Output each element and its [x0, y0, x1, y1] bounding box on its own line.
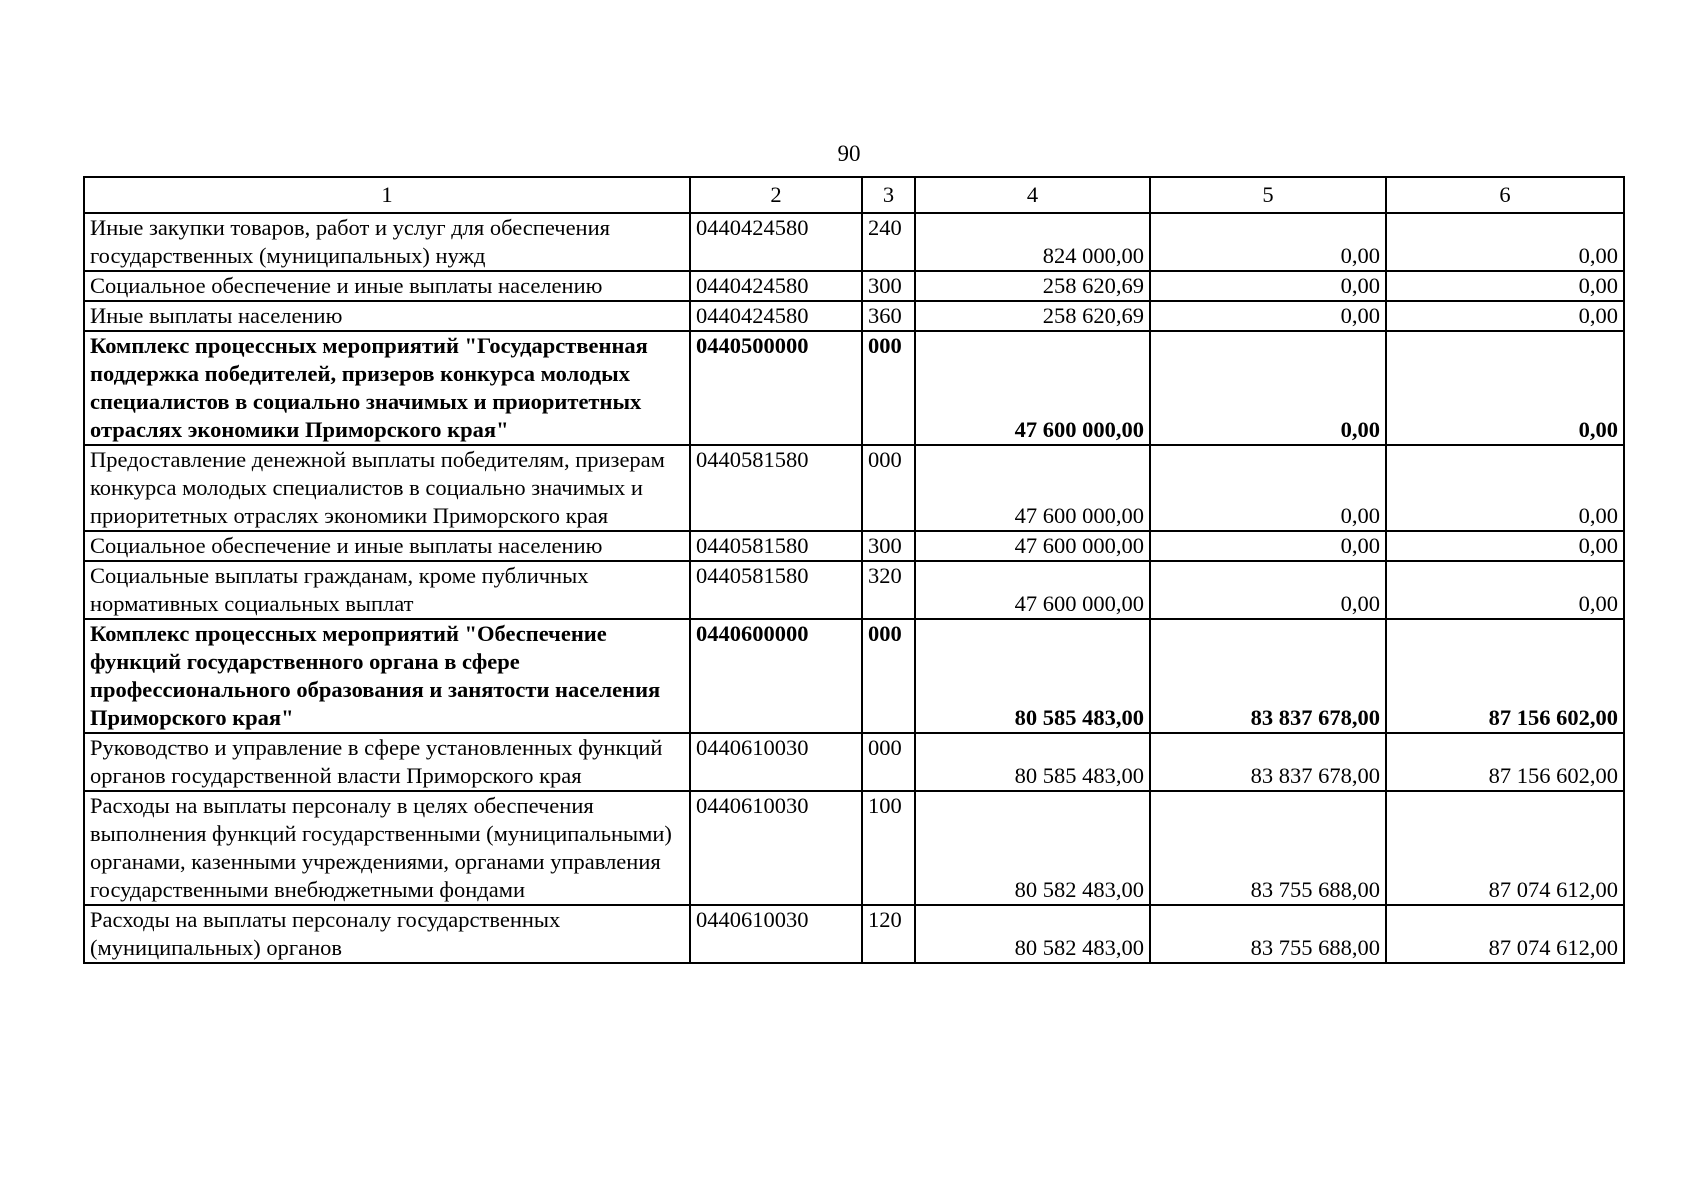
row-type: 240 [862, 213, 915, 271]
row-type: 360 [862, 301, 915, 331]
table-row [84, 619, 1624, 733]
row-value-6: 0,00 [1386, 331, 1624, 445]
row-value-4: 80 585 483,00 [915, 733, 1150, 791]
row-value-5: 83 837 678,00 [1150, 619, 1386, 733]
row-value-4: 80 582 483,00 [915, 905, 1150, 963]
row-type: 100 [862, 791, 915, 905]
row-value-4: 47 600 000,00 [915, 331, 1150, 445]
page-number: 90 [837, 141, 861, 166]
table-row [84, 331, 1624, 445]
row-type: 300 [862, 531, 915, 561]
budget-table [83, 176, 1625, 964]
row-code: 0440500000 [690, 331, 862, 445]
row-value-4: 80 582 483,00 [915, 791, 1150, 905]
row-type: 000 [862, 331, 915, 445]
row-code: 0440424580 [690, 271, 862, 301]
row-code: 0440600000 [690, 619, 862, 733]
row-value-4: 47 600 000,00 [915, 531, 1150, 561]
row-type: 000 [862, 445, 915, 531]
row-name: Расходы на выплаты персоналу в целях обеспечения выполнения функций государственными (муниципальными) органами, казенными учреждениями, органами управления государственными внебюджетными фондами [84, 791, 690, 905]
row-value-4: 258 620,69 [915, 271, 1150, 301]
row-code: 0440610030 [690, 791, 862, 905]
row-value-4: 80 585 483,00 [915, 619, 1150, 733]
row-value-4: 258 620,69 [915, 301, 1150, 331]
row-value-6: 87 074 612,00 [1386, 905, 1624, 963]
column-header: 5 [1150, 177, 1386, 213]
row-type: 120 [862, 905, 915, 963]
table-row [84, 791, 1624, 905]
table-row [84, 561, 1624, 619]
row-value-4: 47 600 000,00 [915, 561, 1150, 619]
row-value-6: 87 156 602,00 [1386, 733, 1624, 791]
row-value-5: 0,00 [1150, 561, 1386, 619]
row-code: 0440581580 [690, 531, 862, 561]
row-type: 320 [862, 561, 915, 619]
row-value-6: 0,00 [1386, 531, 1624, 561]
column-header: 3 [862, 177, 915, 213]
row-type: 000 [862, 733, 915, 791]
row-value-5: 0,00 [1150, 531, 1386, 561]
row-type: 000 [862, 619, 915, 733]
table-row [84, 213, 1624, 271]
row-value-5: 83 837 678,00 [1150, 733, 1386, 791]
table-row [84, 271, 1624, 301]
row-name: Социальные выплаты гражданам, кроме публичных нормативных социальных выплат [84, 561, 690, 619]
row-value-5: 0,00 [1150, 301, 1386, 331]
row-value-6: 0,00 [1386, 561, 1624, 619]
row-value-4: 47 600 000,00 [915, 445, 1150, 531]
row-value-6: 87 156 602,00 [1386, 619, 1624, 733]
row-value-5: 0,00 [1150, 271, 1386, 301]
row-value-6: 0,00 [1386, 445, 1624, 531]
table-row [84, 733, 1624, 791]
row-name: Предоставление денежной выплаты победителям, призерам конкурса молодых специалистов в социально значимых и приоритетных отраслях экономики Приморского края [84, 445, 690, 531]
table-row [84, 445, 1624, 531]
row-name: Руководство и управление в сфере установленных функций органов государственной власти Приморского края [84, 733, 690, 791]
row-code: 0440424580 [690, 301, 862, 331]
row-value-5: 83 755 688,00 [1150, 791, 1386, 905]
row-name: Комплекс процессных мероприятий "Обеспечение функций государственного органа в сфере профессионального образования и занятости населения Приморского края" [84, 619, 690, 733]
table-row [84, 905, 1624, 963]
row-value-5: 0,00 [1150, 213, 1386, 271]
row-name: Расходы на выплаты персоналу государственных (муниципальных) органов [84, 905, 690, 963]
row-code: 0440581580 [690, 445, 862, 531]
row-value-6: 0,00 [1386, 301, 1624, 331]
row-value-6: 87 074 612,00 [1386, 791, 1624, 905]
table-row [84, 531, 1624, 561]
column-header: 4 [915, 177, 1150, 213]
column-header: 6 [1386, 177, 1624, 213]
row-code: 0440610030 [690, 905, 862, 963]
row-type: 300 [862, 271, 915, 301]
row-code: 0440610030 [690, 733, 862, 791]
column-header: 1 [84, 177, 690, 213]
row-value-6: 0,00 [1386, 213, 1624, 271]
row-name: Иные закупки товаров, работ и услуг для обеспечения государственных (муниципальных) нужд [84, 213, 690, 271]
row-value-5: 0,00 [1150, 445, 1386, 531]
row-name: Социальное обеспечение и иные выплаты населению [84, 271, 690, 301]
table-header-row [84, 177, 1624, 213]
row-name: Иные выплаты населению [84, 301, 690, 331]
column-header: 2 [690, 177, 862, 213]
row-code: 0440581580 [690, 561, 862, 619]
row-name: Комплекс процессных мероприятий "Государственная поддержка победителей, призеров конкурса молодых специалистов в социально значимых и приоритетных отраслях экономики Приморского края" [84, 331, 690, 445]
row-value-5: 0,00 [1150, 331, 1386, 445]
row-name: Социальное обеспечение и иные выплаты населению [84, 531, 690, 561]
row-value-6: 0,00 [1386, 271, 1624, 301]
row-value-4: 824 000,00 [915, 213, 1150, 271]
row-value-5: 83 755 688,00 [1150, 905, 1386, 963]
row-code: 0440424580 [690, 213, 862, 271]
table-row [84, 301, 1624, 331]
table-body [84, 213, 1624, 963]
